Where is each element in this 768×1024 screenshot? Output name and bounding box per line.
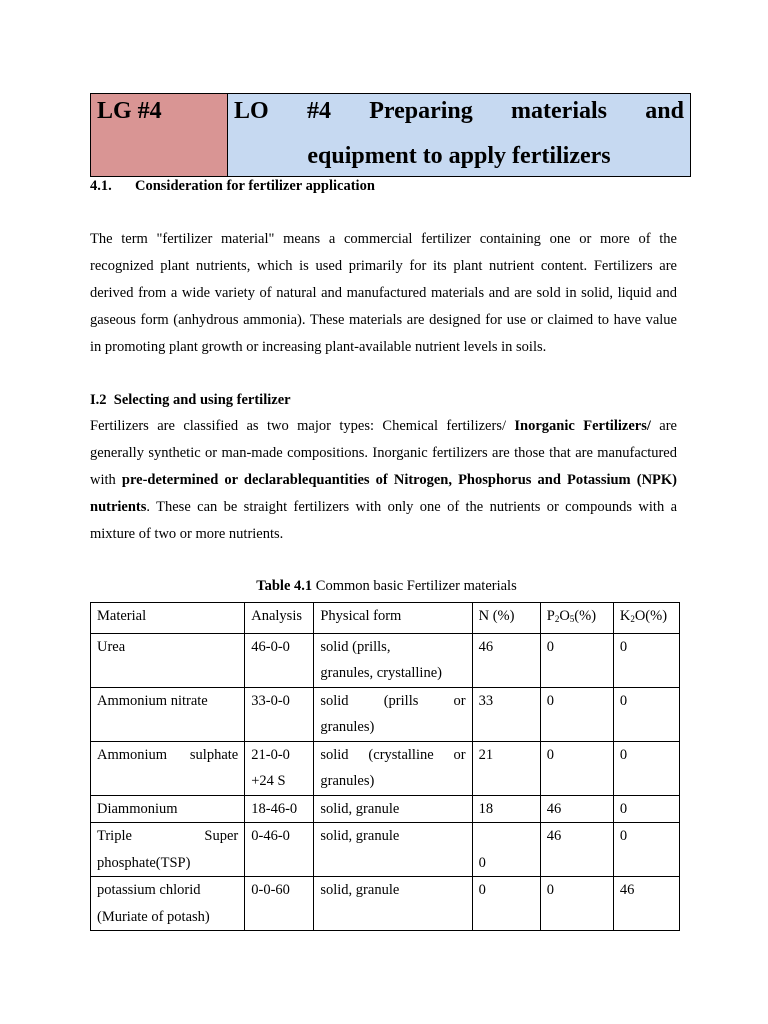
para-text: Fertilizers are classified as two major types: Chemical fertilizers/	[90, 418, 515, 434]
header-nitrogen: N (%)	[472, 603, 540, 634]
table-caption-number: Table 4.1	[256, 578, 313, 594]
cell-text: Triple Super	[97, 828, 239, 844]
paragraph-fertilizer-material: The term "fertilizer material" means a commercial fertilizer containing one or more of the recognized plant nutrients, which is used primarily for its plant nutrient content. Fertilizers are derived from a wide variety of natural and manufactured materials and are sold in solid, liquid and gaseous form (anhydrous ammonia). These materials are designed for use or claimed to have value in promoting plant growth or increasing plant-available nutrient levels in soils.	[90, 231, 677, 355]
cell-potash: 0	[613, 795, 679, 823]
cell-material	[91, 877, 245, 931]
section-number: 4.1.	[90, 178, 112, 194]
cell-text: +24 S	[251, 773, 286, 789]
cell-text: (Muriate of potash)	[97, 908, 210, 925]
table-caption-text: Common basic Fertilizer materials	[312, 578, 517, 594]
para-bold-text: Inorganic Fertilizers/	[514, 418, 651, 434]
para-text: . These can be straight fertilizers with only one of the nutrients or compounds with a mixture of two or more nutrients.	[90, 499, 677, 542]
header-physical-form: Physical form	[314, 603, 472, 634]
cell-potash: 0	[613, 741, 679, 795]
cell-text: phosphate(TSP)	[97, 854, 191, 871]
cell-nitrogen: 33	[472, 687, 540, 741]
cell-potash: 0	[613, 687, 679, 741]
fertilizer-table	[90, 602, 680, 931]
table-row	[91, 795, 680, 823]
cell-analysis: 18-46-0	[245, 795, 314, 823]
header-phosphate	[540, 603, 613, 634]
cell-analysis	[245, 741, 314, 795]
learning-guide-label: LG #4	[97, 98, 162, 124]
cell-text: solid (prills,	[320, 638, 391, 655]
header-text: (%)	[574, 608, 597, 624]
cell-material: Urea	[91, 633, 245, 687]
cell-material	[91, 741, 245, 795]
table-caption	[0, 578, 768, 595]
cell-text: granules, crystalline)	[320, 665, 442, 681]
lo-word: materials	[511, 98, 607, 124]
learning-outcome-cell	[228, 94, 690, 176]
lo-word: Preparing	[369, 98, 473, 124]
cell-text: granules)	[320, 773, 375, 789]
cell-analysis: 0-46-0	[245, 823, 314, 877]
header-text: K	[619, 608, 631, 624]
header-text: O(%)	[634, 608, 668, 624]
cell-physical-form	[314, 741, 472, 795]
cell-material	[91, 823, 245, 877]
section-heading	[90, 178, 375, 195]
header-analysis: Analysis	[245, 603, 314, 634]
cell-potash: 0	[613, 823, 679, 877]
cell-nitrogen: 0	[472, 877, 540, 931]
lo-word: and	[645, 98, 684, 124]
subsection-heading: I.2 Selecting and using fertilizer	[90, 392, 291, 408]
cell-text: Ammonium sulphate	[97, 746, 239, 763]
cell-phosphate: 0	[540, 633, 613, 687]
cell-nitrogen: 18	[472, 795, 540, 823]
learning-guide-cell	[91, 94, 228, 176]
cell-physical-form	[314, 687, 472, 741]
cell-text: granules)	[320, 719, 375, 735]
cell-text: 0	[478, 854, 486, 871]
header-subscript: 2	[630, 614, 635, 624]
lo-word: #4	[306, 98, 331, 124]
cell-physical-form: solid, granule	[314, 823, 472, 877]
header-potash	[613, 603, 679, 634]
cell-phosphate: 0	[540, 877, 613, 931]
cell-analysis: 0-0-60	[245, 877, 314, 931]
table-header-row	[91, 603, 680, 634]
table-row	[91, 633, 680, 687]
cell-nitrogen: 46	[472, 633, 540, 687]
header-subscript: 2	[554, 614, 560, 624]
header-text: O	[559, 608, 570, 624]
table-row	[91, 687, 680, 741]
cell-text: solid (crystalline or	[320, 746, 466, 763]
cell-potash: 46	[613, 877, 679, 931]
cell-phosphate: 46	[540, 823, 613, 877]
learning-outcome-line-2: equipment to apply fertilizers	[307, 143, 611, 169]
learning-outcome-line-1	[234, 96, 684, 126]
table-row	[91, 877, 680, 931]
table-row	[91, 741, 680, 795]
cell-nitrogen: 21	[472, 741, 540, 795]
cell-nitrogen	[472, 823, 540, 877]
cell-physical-form: solid, granule	[314, 877, 472, 931]
cell-phosphate: 0	[540, 741, 613, 795]
table-row	[91, 823, 680, 877]
cell-material: Ammonium nitrate	[91, 687, 245, 741]
section-title: Consideration for fertilizer application	[135, 178, 375, 194]
cell-text: potassium chlorid	[97, 882, 201, 898]
cell-potash: 0	[613, 633, 679, 687]
header-material: Material	[91, 603, 245, 634]
header-subscript: 5	[569, 614, 575, 624]
cell-text: 21-0-0	[251, 746, 290, 763]
para-bold-text: pre-determined or declarablequantities of Nitrogen, Phosphorus and Potassium (NPK) nutrients	[90, 472, 677, 515]
cell-physical-form: solid, granule	[314, 795, 472, 823]
cell-text: solid (prills or	[320, 692, 466, 709]
cell-phosphate: 46	[540, 795, 613, 823]
paragraph-fertilizer-types	[90, 413, 677, 548]
cell-phosphate: 0	[540, 687, 613, 741]
cell-analysis: 46-0-0	[245, 633, 314, 687]
lo-word: LO	[234, 98, 269, 124]
cell-material: Diammonium	[91, 795, 245, 823]
para-text: are generally synthetic or man-made compositions. Inorganic fertilizers are those that are manufactured with	[90, 418, 677, 488]
header-text: P	[546, 608, 555, 624]
cell-analysis: 33-0-0	[245, 687, 314, 741]
lesson-header-box	[90, 93, 691, 177]
cell-physical-form	[314, 633, 472, 687]
